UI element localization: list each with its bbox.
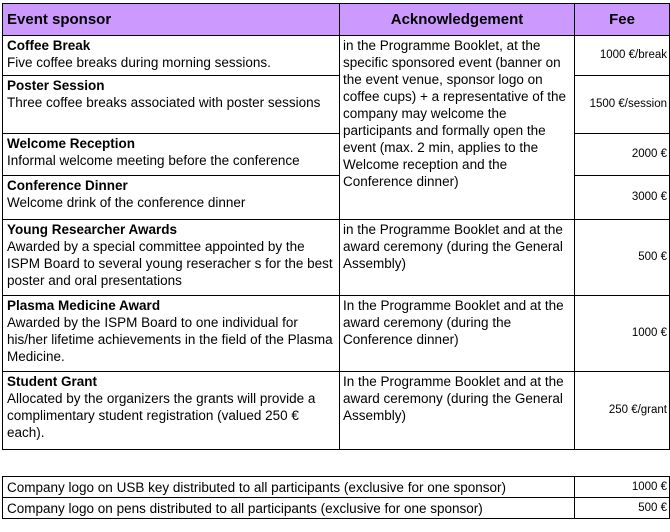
fee-cell: 2000 €	[575, 134, 670, 176]
sponsor-name: Plasma Medicine Award	[7, 298, 161, 313]
sponsor-description: Awarded by a special committee appointed by the ISPM Board to several young reseracher s for the best poster and oral presentations	[7, 239, 333, 288]
header-fee: Fee	[575, 4, 670, 36]
sponsor-name: Coffee Break	[7, 38, 91, 53]
sponsor-description: Allocated by the organizers the grants will provide a complimentary student registration (valued 250 € each).	[7, 391, 316, 440]
sponsor-description: Three coffee breaks associated with poster sessions	[7, 95, 321, 110]
sponsor-name: Young Researcher Awards	[7, 222, 178, 237]
extra-description: Company logo on pens distributed to all participants (exclusive for one sponsor)	[3, 498, 575, 519]
table-row	[3, 477, 670, 498]
fee-cell: 1000 €	[575, 296, 670, 372]
sponsor-name: Welcome Reception	[7, 136, 136, 151]
header-acknowledgement: Acknowledgement	[340, 4, 575, 36]
acknowledgement-cell: In the Programme Booklet and at the award ceremony (during the General Assembly)	[340, 372, 575, 450]
acknowledgement-cell: in the Programme Booklet and at the award ceremony (during the General Assembly)	[340, 220, 575, 296]
header-event-sponsor: Event sponsor	[3, 4, 340, 36]
fee-cell: 3000 €	[575, 176, 670, 220]
fee-cell: 1000 €/break	[575, 36, 670, 76]
sponsor-cell	[3, 296, 340, 372]
fee-cell: 500 €	[575, 220, 670, 296]
sponsor-cell	[3, 176, 340, 220]
sponsor-description: Awarded by the ISPM Board to one individual for his/her lifetime achievements in the field of the Plasma Medicine.	[7, 315, 333, 364]
table-row	[3, 296, 670, 372]
extra-description: Company logo on USB key distributed to all participants (exclusive for one sponsor)	[3, 477, 575, 498]
sponsor-name: Poster Session	[7, 78, 105, 93]
acknowledgement-cell: in the Programme Booklet, at the specific sponsored event (banner on the event venue, sponsor logo on coffee cups) + a representative of the company may welcome the participants and formally open the event (max. 2 min, applies to the Welcome reception and the Conference dinner)	[340, 36, 575, 220]
sponsor-description: Informal welcome meeting before the conference	[7, 153, 300, 168]
sponsor-cell	[3, 372, 340, 450]
acknowledgement-cell: In the Programme Booklet and at the award ceremony (during the Conference dinner)	[340, 296, 575, 372]
sponsor-cell	[3, 220, 340, 296]
table-row	[3, 498, 670, 519]
table-row	[3, 372, 670, 450]
fee-cell: 500 €	[575, 498, 670, 519]
fee-cell: 1000 €	[575, 477, 670, 498]
sponsor-description: Five coffee breaks during morning sessions.	[7, 55, 271, 70]
sponsor-cell	[3, 76, 340, 134]
sponsorship-table	[2, 3, 670, 450]
table-row	[3, 36, 670, 76]
sponsor-description: Welcome drink of the conference dinner	[7, 195, 246, 210]
fee-cell: 1500 €/session	[575, 76, 670, 134]
table-row	[3, 220, 670, 296]
sponsor-name: Student Grant	[7, 374, 97, 389]
fee-cell: 250 €/grant	[575, 372, 670, 450]
sponsor-cell	[3, 36, 340, 76]
extras-table	[2, 476, 670, 519]
sponsor-cell	[3, 134, 340, 176]
sponsor-name: Conference Dinner	[7, 178, 128, 193]
header-row	[3, 4, 670, 36]
